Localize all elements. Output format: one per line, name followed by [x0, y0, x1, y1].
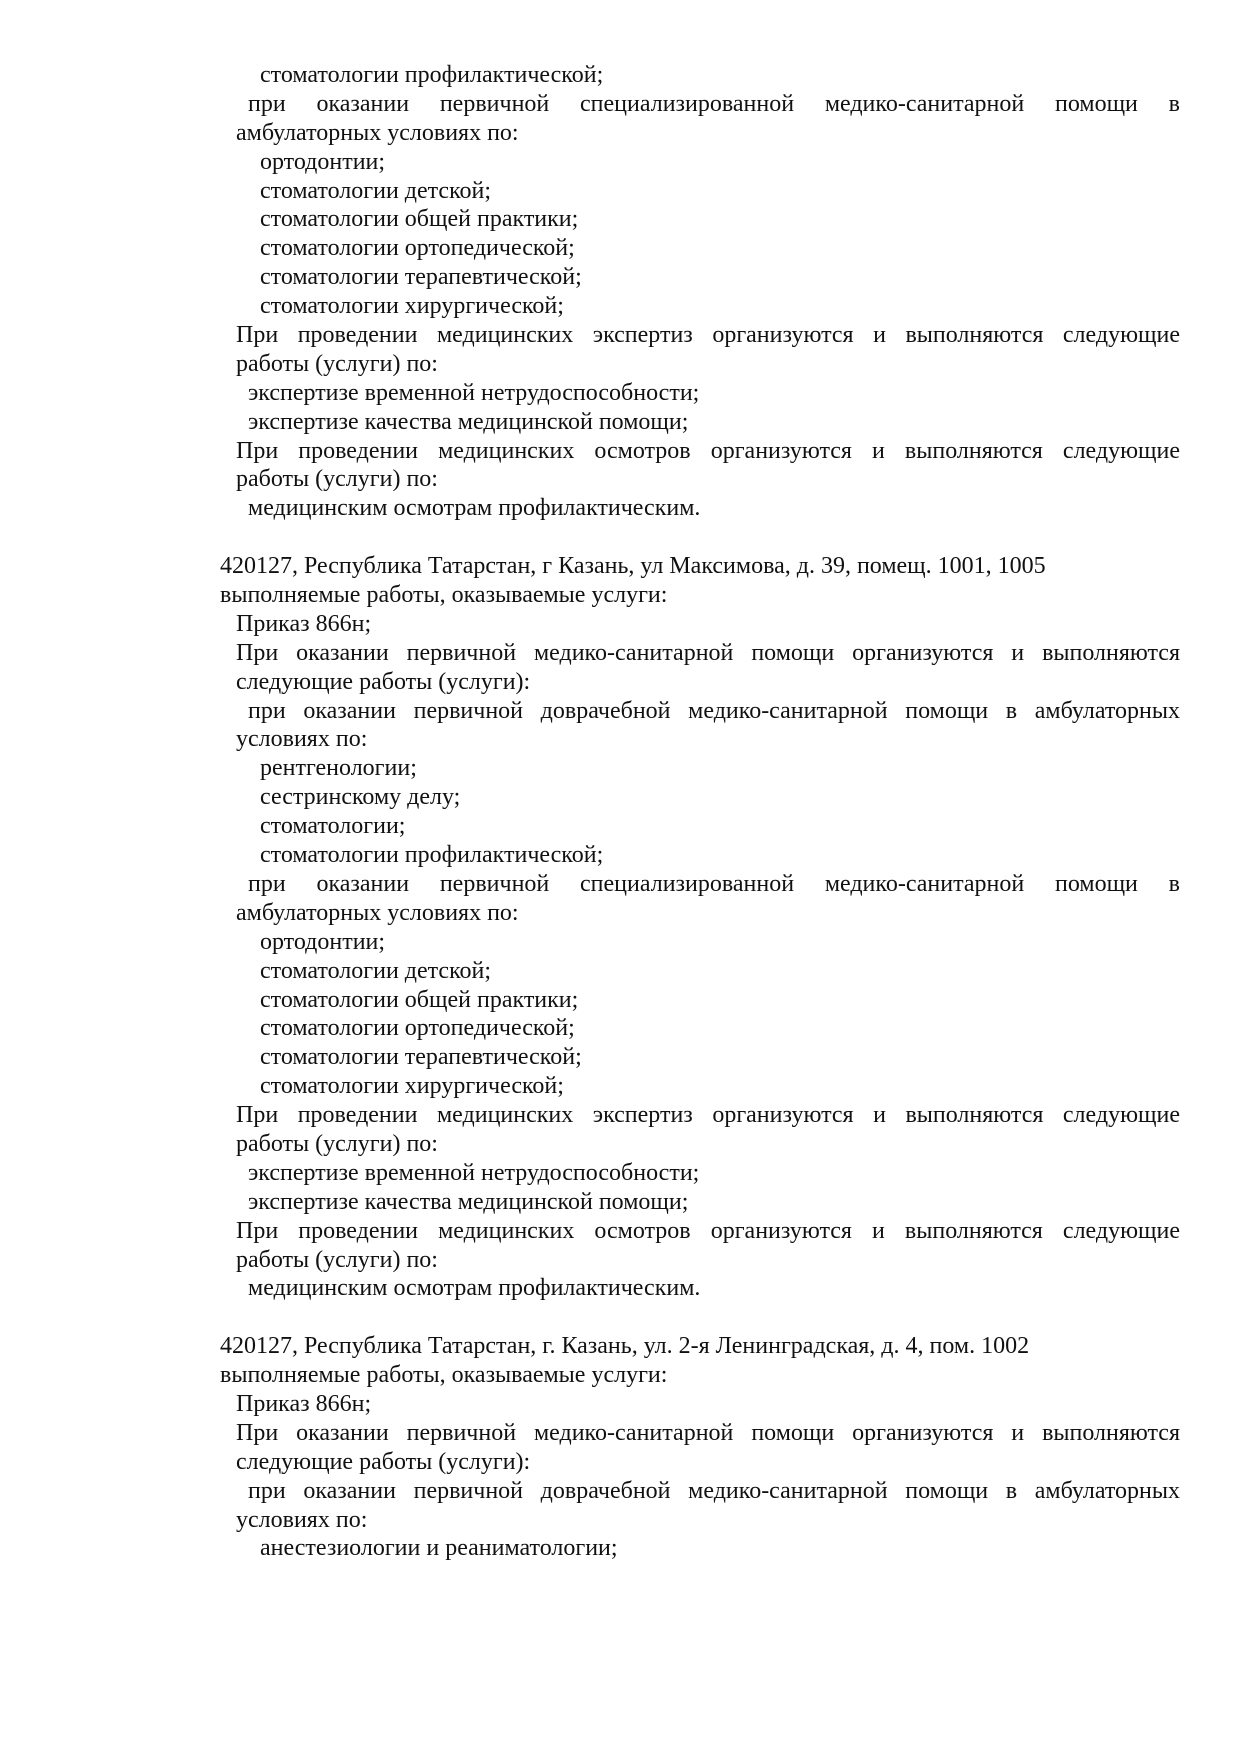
document-section [0, 552, 1240, 1303]
text-line: стоматологии хирургической; [260, 293, 564, 320]
list-item [0, 148, 1240, 177]
list-item [0, 1534, 1240, 1563]
list-item [0, 61, 1240, 90]
text-line: выполняемые работы, оказываемые услуги: [220, 1362, 668, 1389]
document-section [0, 61, 1240, 523]
paragraph [0, 639, 1240, 697]
paragraph [0, 1159, 1240, 1188]
text-line: стоматологии ортопедической; [260, 1015, 575, 1042]
blank-line [0, 1303, 1240, 1332]
blank-line [0, 523, 1240, 552]
document-section [0, 1332, 1240, 1563]
text-line: стоматологии профилактической; [260, 842, 604, 869]
text-line: работы (услуги) по: [236, 466, 438, 493]
list-item [0, 205, 1240, 234]
text-line: стоматологии терапевтической; [260, 1044, 582, 1071]
list-item [0, 263, 1240, 292]
text-line: ортодонтии; [260, 928, 386, 955]
paragraph [0, 610, 1240, 639]
text-line: при оказании первичной доврачебной медико-санитарной помощи в амбулаторных [248, 1477, 1180, 1504]
paragraph [0, 1274, 1240, 1303]
text-line: При оказании первичной медико-санитарной помощи организуются и выполняются [236, 1419, 1180, 1446]
section-heading [0, 1332, 1240, 1361]
text-line: стоматологии профилактической; [260, 62, 604, 88]
text-line: ортодонтии; [260, 148, 386, 175]
text-line: работы (услуги) по: [236, 350, 438, 377]
list-item [0, 177, 1240, 206]
text-line: условиях по: [236, 726, 368, 753]
paragraph [0, 1217, 1240, 1275]
section-heading [0, 552, 1240, 581]
paragraph [0, 870, 1240, 928]
text-line: при оказании первичной специализированной медико-санитарной помощи в [248, 90, 1180, 117]
list-item [0, 1043, 1240, 1072]
text-line: стоматологии детской; [260, 957, 492, 984]
text-line: При проведении медицинских экспертиз организуются и выполняются следующие [236, 1102, 1180, 1129]
paragraph [0, 321, 1240, 379]
text-line: рентгенологии; [260, 755, 417, 782]
text-line: медицинским осмотрам профилактическим. [248, 495, 701, 522]
text-line: сестринскому делу; [260, 784, 461, 811]
text-line: медицинским осмотрам профилактическим. [248, 1275, 701, 1302]
text-line: стоматологии; [260, 813, 406, 840]
paragraph [0, 379, 1240, 408]
text-line: при оказании первичной специализированной медико-санитарной помощи в [248, 870, 1180, 897]
text-line: 420127, Республика Татарстан, г Казань, ул Максимова, д. 39, помещ. 1001, 1005 [220, 553, 1046, 580]
text-line: экспертизе качества медицинской помощи; [248, 1188, 689, 1215]
text-line: При проведении медицинских осмотров организуются и выполняются следующие [236, 437, 1180, 464]
text-line: При оказании первичной медико-санитарной помощи организуются и выполняются [236, 639, 1180, 666]
text-line: При проведении медицинских осмотров организуются и выполняются следующие [236, 1217, 1180, 1244]
text-line: амбулаторных условиях по: [236, 899, 519, 926]
section-heading [0, 1361, 1240, 1390]
list-item [0, 928, 1240, 957]
list-item [0, 1014, 1240, 1043]
text-line: работы (услуги) по: [236, 1130, 438, 1157]
text-line: анестезиологии и реаниматологии; [260, 1535, 618, 1562]
text-line: работы (услуги) по: [236, 1246, 438, 1273]
paragraph [0, 697, 1240, 755]
paragraph [0, 1101, 1240, 1159]
text-line: При проведении медицинских экспертиз организуются и выполняются следующие [236, 322, 1180, 349]
paragraph [0, 494, 1240, 523]
list-item [0, 234, 1240, 263]
text-line: 420127, Республика Татарстан, г. Казань, ул. 2-я Ленинградская, д. 4, пом. 1002 [220, 1333, 1030, 1360]
document-body [0, 61, 1240, 1563]
list-item [0, 957, 1240, 986]
list-item [0, 754, 1240, 783]
text-line: экспертизе временной нетрудоспособности; [248, 1159, 700, 1186]
paragraph [0, 1390, 1240, 1419]
paragraph [0, 408, 1240, 437]
list-item [0, 841, 1240, 870]
list-item [0, 812, 1240, 841]
section-heading [0, 581, 1240, 610]
paragraph [0, 1477, 1240, 1535]
text-line: стоматологии хирургической; [260, 1073, 564, 1100]
list-item [0, 1072, 1240, 1101]
paragraph [0, 1419, 1240, 1477]
text-line: стоматологии ортопедической; [260, 235, 575, 262]
text-line: Приказ 866н; [236, 1390, 372, 1417]
text-line: выполняемые работы, оказываемые услуги: [220, 582, 668, 609]
list-item [0, 986, 1240, 1015]
text-line: стоматологии детской; [260, 177, 492, 204]
text-line: следующие работы (услуги): [236, 1448, 531, 1475]
paragraph [0, 90, 1240, 148]
text-line: стоматологии общей практики; [260, 986, 579, 1013]
list-item [0, 292, 1240, 321]
list-item [0, 783, 1240, 812]
text-line: экспертизе временной нетрудоспособности; [248, 379, 700, 406]
text-line: стоматологии терапевтической; [260, 264, 582, 291]
paragraph [0, 437, 1240, 495]
text-line: экспертизе качества медицинской помощи; [248, 408, 689, 435]
text-line: стоматологии общей практики; [260, 206, 579, 233]
text-line: условиях по: [236, 1506, 368, 1533]
text-line: амбулаторных условиях по: [236, 119, 519, 146]
text-line: Приказ 866н; [236, 610, 372, 637]
text-line: при оказании первичной доврачебной медико-санитарной помощи в амбулаторных [248, 697, 1180, 724]
paragraph [0, 1188, 1240, 1217]
text-line: следующие работы (услуги): [236, 668, 531, 695]
